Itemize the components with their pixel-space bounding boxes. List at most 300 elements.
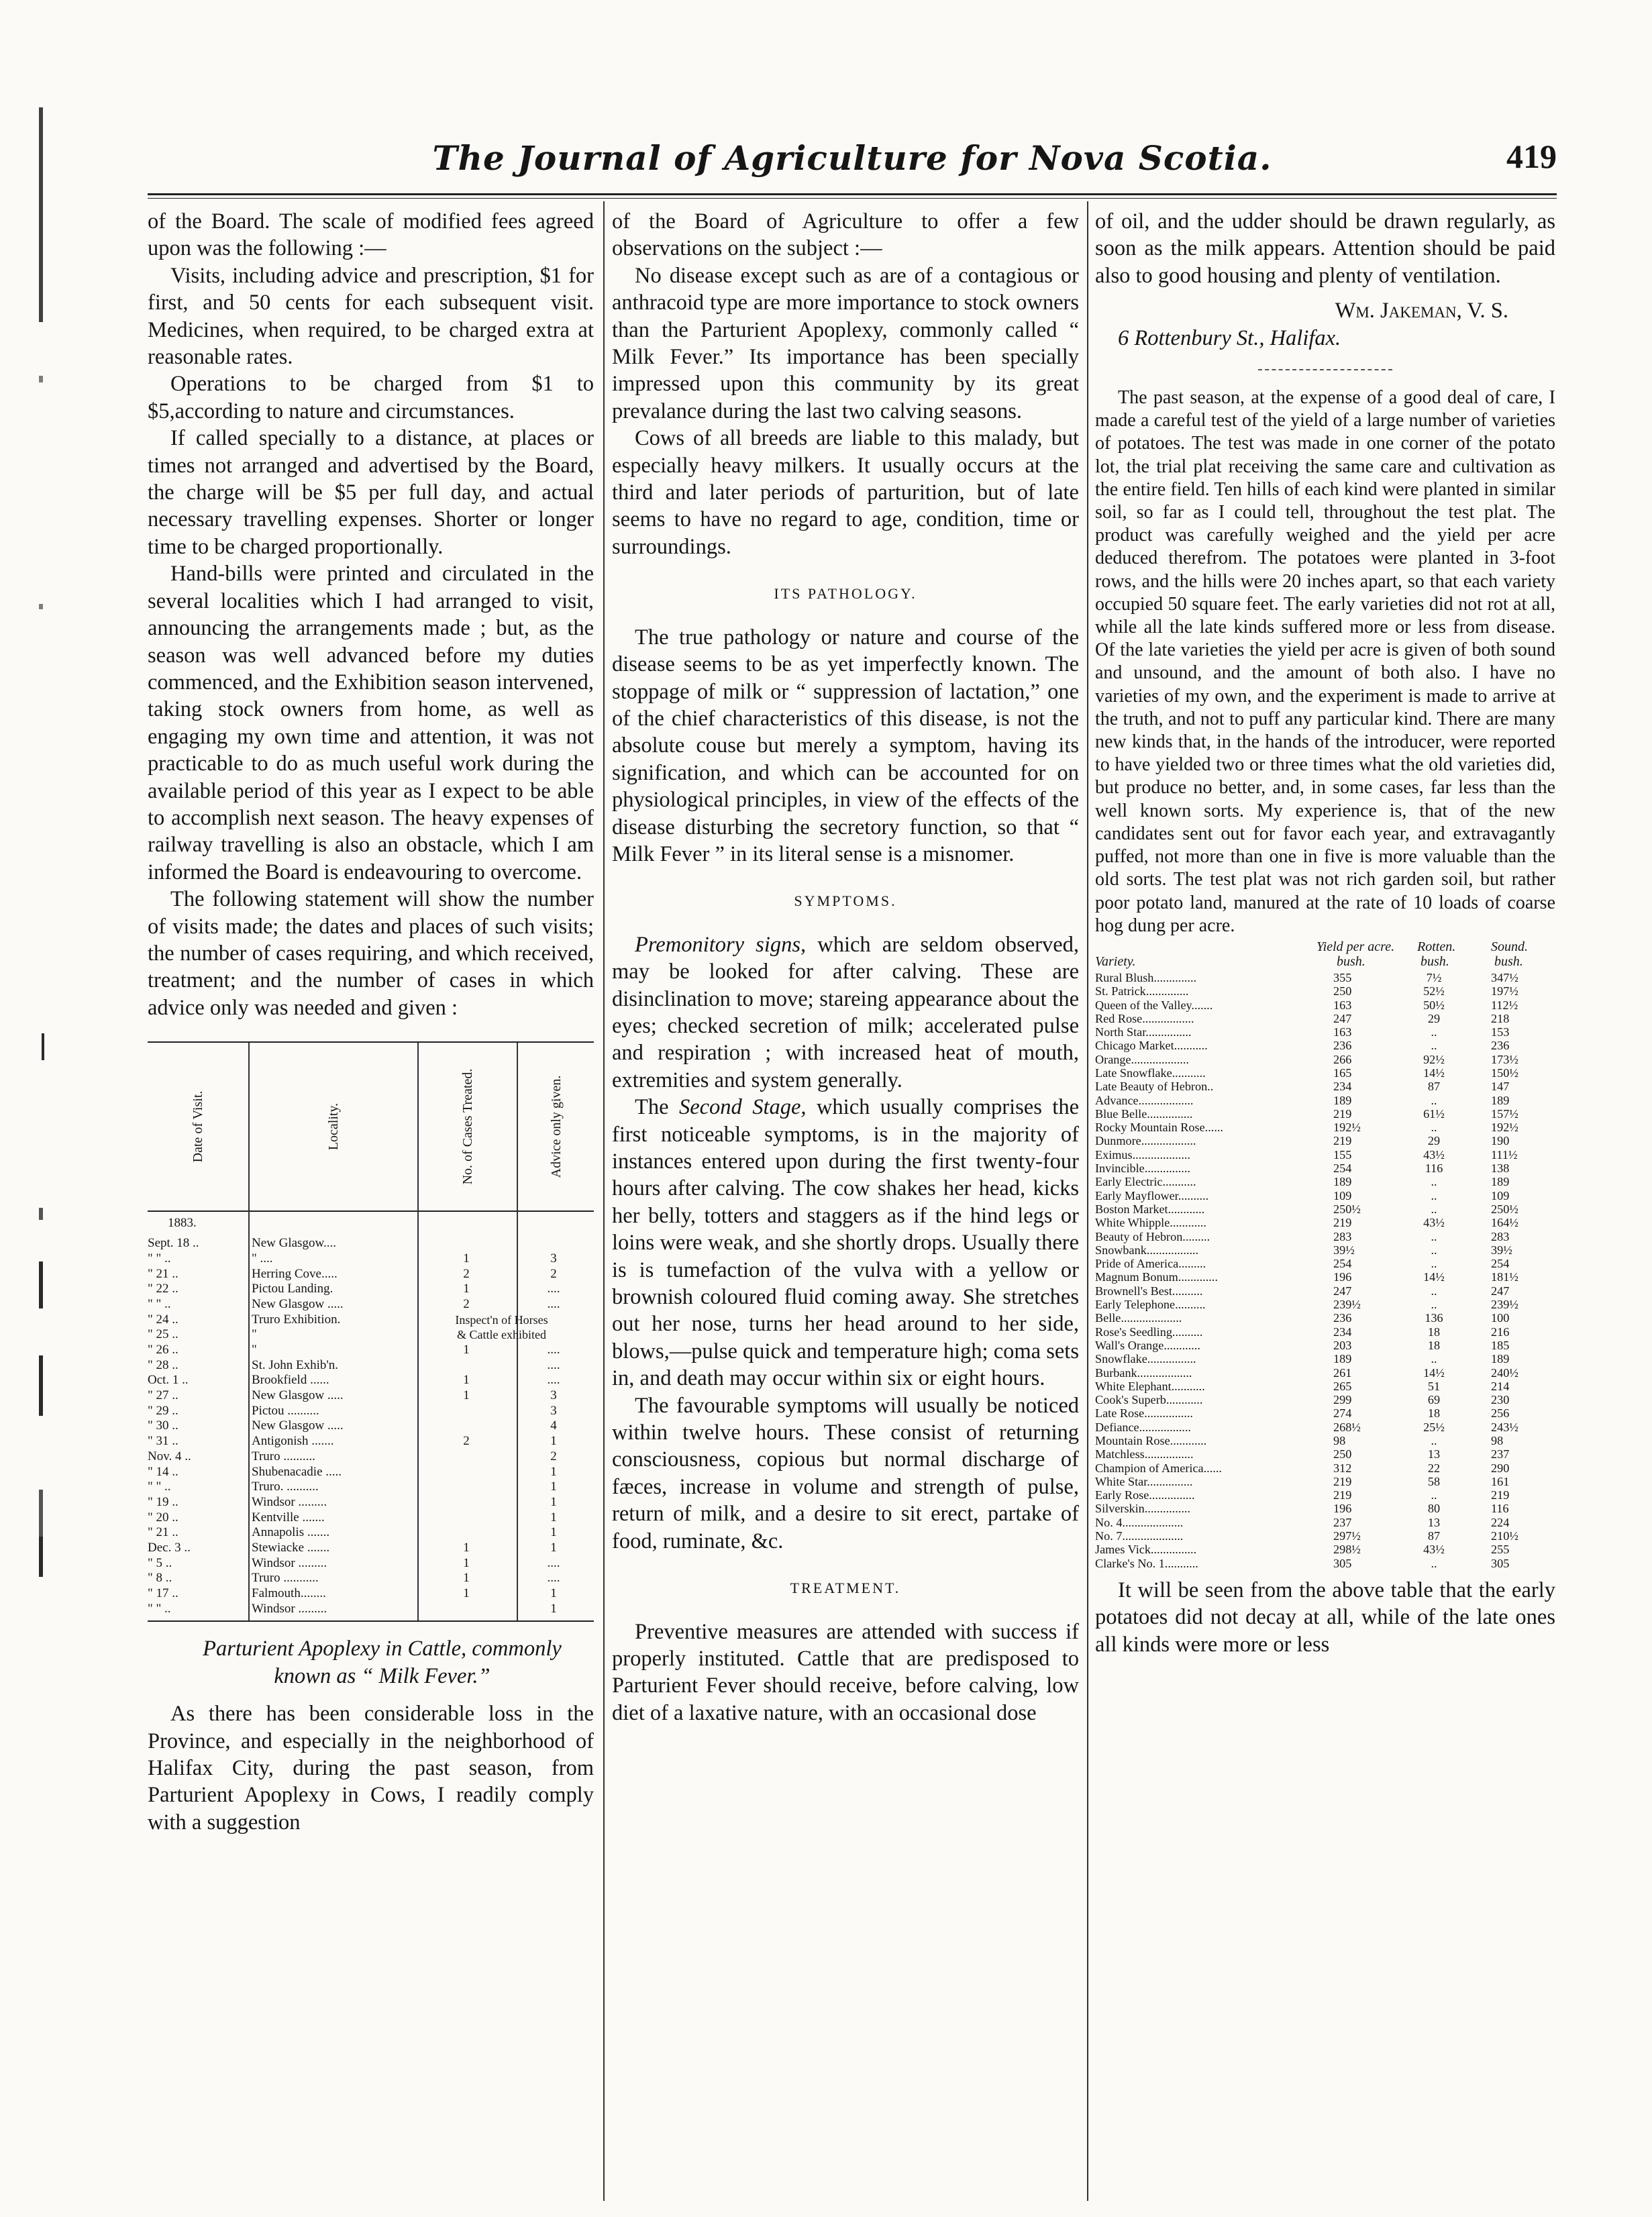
cell-advice: 1 [550, 1525, 557, 1540]
cell-sound: 236 [1491, 1039, 1510, 1053]
cell-date: " 22 .. [148, 1282, 178, 1296]
cell-sound: 100 [1491, 1311, 1510, 1325]
cell-sound: 190 [1491, 1134, 1510, 1148]
cell-variety: Rose's Seedling.......... [1095, 1325, 1203, 1339]
cell-sound: 189 [1491, 1352, 1510, 1366]
cell-yield: 219 [1333, 1134, 1352, 1148]
cell-variety: Boston Market............ [1095, 1202, 1205, 1216]
table-row [1095, 1543, 1555, 1556]
header-advice: Advice only given. [548, 1075, 564, 1178]
cell-date: " 30 .. [148, 1419, 178, 1433]
cell-rotten: .. [1431, 1284, 1437, 1298]
cell-variety: Cook's Superb............ [1095, 1393, 1203, 1407]
article-title: Parturient Apoplexy in Cattle, commonly [203, 1637, 562, 1661]
cell-yield: 39½ [1333, 1243, 1355, 1257]
cell-locality: Truro .......... [252, 1449, 315, 1463]
cell-variety: White Whipple............ [1095, 1216, 1206, 1230]
cell-date: Nov. 4 .. [148, 1449, 191, 1463]
table-row [1095, 1175, 1555, 1188]
cell-rotten: .. [1431, 1298, 1437, 1312]
paragraph: If called specially to a distance, at places or times not arranged and advertised by the Board, the charge will be $5 per full day, and actual necessary travelling expenses. Shorter or longer time to be charged proportionally. [148, 426, 594, 559]
cell-date: " 17 .. [148, 1586, 178, 1600]
cell-variety: Mountain Rose............ [1095, 1434, 1207, 1447]
cell-locality: Shubenacadie ..... [252, 1464, 342, 1479]
cell-variety: Blue Belle............... [1095, 1106, 1193, 1121]
table-row [1095, 1066, 1555, 1080]
table-row [1095, 1447, 1555, 1461]
cell-sound: 243½ [1491, 1420, 1518, 1434]
cell-variety: Eximus................... [1095, 1147, 1190, 1162]
table-row [148, 1267, 594, 1282]
cell-advice: 3 [550, 1251, 557, 1266]
cell-advice: .... [547, 1343, 560, 1357]
table-row [1095, 1270, 1555, 1284]
table-row [148, 1404, 594, 1419]
cell-sound: 147 [1491, 1080, 1510, 1094]
cell-date: " 25 .. [148, 1327, 178, 1342]
cell-treated: 1 [463, 1555, 470, 1570]
paragraph: The following statement will show the number of visits made; the dates and places of such visits; the number of cases requiring, and which received, treatment; and the number of cases in which advice only was needed and given : [148, 887, 594, 1020]
cell-treated: & Cattle exhibited [457, 1328, 546, 1342]
visits-table-header [148, 1043, 594, 1212]
cell-rotten: .. [1431, 1175, 1437, 1189]
cell-rotten: 22 [1427, 1461, 1441, 1475]
table-row [1095, 1148, 1555, 1162]
cell-yield: 254 [1333, 1257, 1352, 1271]
cell-treated: 1 [463, 1388, 470, 1403]
cell-advice: 1 [550, 1586, 557, 1600]
paragraph: of the Board. The scale of modified fees agreed upon was the following :— [148, 209, 594, 261]
cell-date: " 14 .. [148, 1464, 178, 1479]
cell-advice: 1 [550, 1434, 557, 1449]
table-row [148, 1465, 594, 1480]
header-sound: Sound. [1491, 939, 1528, 954]
cell-locality: New Glasgow ..... [252, 1419, 344, 1433]
cell-variety: Early Mayflower.......... [1095, 1188, 1209, 1202]
cell-rotten: 69 [1427, 1393, 1441, 1407]
cell-rotten: 87 [1427, 1080, 1441, 1094]
cell-treated: 1 [463, 1571, 470, 1586]
cell-variety: Defiance................. [1095, 1420, 1191, 1434]
table-row [148, 1236, 594, 1251]
cell-sound: 116 [1491, 1502, 1509, 1516]
cell-yield: 203 [1333, 1338, 1352, 1352]
cell-sound: 189 [1491, 1175, 1510, 1189]
table-row [1095, 1311, 1555, 1325]
cell-date: " 8 .. [148, 1571, 172, 1586]
cell-variety: Late Beauty of Hebron.. [1095, 1080, 1214, 1094]
cell-yield: 239½ [1333, 1298, 1361, 1312]
cell-treated: 1 [463, 1282, 470, 1296]
cell-variety: Wall's Orange............ [1095, 1338, 1200, 1352]
header-rule [148, 193, 1557, 199]
cell-yield: 163 [1333, 1025, 1352, 1039]
cell-yield: 189 [1333, 1093, 1352, 1107]
cell-advice: .... [547, 1571, 560, 1586]
column-2 [612, 208, 1079, 1726]
cell-treated: Inspect'n of Horses [455, 1312, 548, 1327]
table-row [1095, 1488, 1555, 1502]
cell-variety: Red Rose................. [1095, 1011, 1194, 1025]
table-row [1095, 1025, 1555, 1039]
cell-date: " " .. [148, 1480, 171, 1494]
cell-advice: .... [547, 1296, 560, 1311]
cell-sound: 255 [1491, 1543, 1510, 1557]
cell-sound: 161 [1491, 1474, 1510, 1488]
cell-variety: Invincible............... [1095, 1162, 1190, 1176]
cell-rotten: 14½ [1423, 1365, 1445, 1380]
italic-term: Premonitory signs, [635, 932, 807, 957]
cell-variety: Snowbank................. [1095, 1243, 1199, 1257]
cell-date: " 27 .. [148, 1388, 178, 1403]
table-row [1095, 1257, 1555, 1270]
cell-locality: Windsor ......... [252, 1494, 327, 1509]
cell-yield: 247 [1333, 1011, 1352, 1025]
cell-variety: Matchless................ [1095, 1447, 1194, 1461]
cell-date: " 24 .. [148, 1312, 178, 1327]
table-row [1095, 1393, 1555, 1406]
cell-variety: Early Telephone.......... [1095, 1298, 1206, 1312]
section-heading: TREATMENT. [790, 1580, 901, 1597]
cell-rotten: .. [1431, 1188, 1437, 1202]
header-sound-unit: bush. [1494, 953, 1523, 969]
cell-sound: 153 [1491, 1025, 1510, 1039]
article-title-line2: known as “ Milk Fever.” [274, 1663, 491, 1688]
cell-advice: .... [547, 1555, 560, 1570]
cell-date: Dec. 3 .. [148, 1540, 191, 1555]
cell-yield: 274 [1333, 1406, 1352, 1421]
cell-locality: " [252, 1343, 257, 1357]
table-row [1095, 984, 1555, 998]
paragraph [612, 1094, 1079, 1392]
cell-yield: 250½ [1333, 1202, 1361, 1216]
column-divider [603, 201, 605, 2201]
table-row [1095, 1189, 1555, 1202]
cell-yield: 247 [1333, 1284, 1352, 1298]
cell-treated: 1 [463, 1540, 470, 1555]
cell-rotten: .. [1431, 1039, 1437, 1053]
paragraph-text: which usually comprises the first noticeable symptoms, is in the majority of instances entered upon during the first twenty-four hours after calving. The cow shakes her head, kicks her belly, totters and staggers as if the hind legs or loins were weak, and she shortly drops. Usually there is is tumefaction of the vulva with a yellow or brownish coloured fluid coming away. She stretches out her nose, turns her head around to her side, blows,—pulse quick and temperature high; coma sets in, and death may occur within six or eight hours. [612, 1095, 1079, 1391]
cell-yield: 299 [1333, 1393, 1352, 1407]
cell-variety: Rural Blush.............. [1095, 970, 1197, 984]
cell-advice: .... [547, 1357, 560, 1372]
cell-rotten: 18 [1427, 1338, 1441, 1352]
table-row [148, 1388, 594, 1404]
cell-sound: 111½ [1491, 1147, 1518, 1162]
potato-rows [1095, 971, 1555, 1570]
cell-yield: 163 [1333, 998, 1352, 1012]
cell-rotten: 61½ [1423, 1106, 1445, 1121]
cell-variety: Early Rose............... [1095, 1488, 1195, 1502]
cell-yield: 165 [1333, 1066, 1352, 1080]
paragraph: Operations to be charged from $1 to $5,according to nature and circumstances. [148, 372, 594, 423]
cell-date: " " .. [148, 1296, 171, 1311]
cell-sound: 218 [1491, 1011, 1510, 1025]
cell-advice: 2 [550, 1449, 557, 1463]
table-row [1095, 1529, 1555, 1543]
address: 6 Rottenbury St., Halifax. [1118, 325, 1341, 350]
cell-yield: 219 [1333, 1216, 1352, 1230]
cell-rotten: .. [1431, 1093, 1437, 1107]
table-row [1095, 1039, 1555, 1052]
header-locality: Locality. [326, 1103, 341, 1151]
table-row [1095, 1012, 1555, 1025]
cell-advice: 3 [550, 1403, 557, 1418]
table-row [148, 1297, 594, 1312]
cell-rotten: .. [1431, 1025, 1437, 1039]
cell-rotten: 50½ [1423, 998, 1445, 1012]
header-treated: No. of Cases Treated. [460, 1068, 475, 1185]
cell-advice: .... [547, 1282, 560, 1296]
cell-locality: Truro ........... [252, 1571, 319, 1586]
cell-sound: 290 [1491, 1461, 1510, 1475]
header-cell [250, 1043, 417, 1210]
table-row [148, 1449, 594, 1465]
cell-rotten: 13 [1427, 1447, 1441, 1461]
table-row [148, 1282, 594, 1297]
cell-date: " " .. [148, 1601, 171, 1616]
cell-sound: 197½ [1491, 984, 1518, 998]
cell-sound: 192½ [1491, 1121, 1518, 1135]
cell-advice: 1 [550, 1601, 557, 1616]
cell-treated: 1 [463, 1373, 470, 1388]
cell-sound: 98 [1491, 1434, 1504, 1447]
table-row [1095, 1475, 1555, 1488]
cell-variety: White Elephant........... [1095, 1379, 1205, 1393]
table-row [1095, 1094, 1555, 1107]
cell-sound: 305 [1491, 1556, 1510, 1570]
table-row [148, 1571, 594, 1586]
cell-yield: 312 [1333, 1461, 1352, 1475]
cell-yield: 234 [1333, 1080, 1352, 1094]
cell-rotten: .. [1431, 1243, 1437, 1257]
cell-yield: 297½ [1333, 1529, 1361, 1543]
cell-variety: Clarke's No. 1........... [1095, 1556, 1198, 1570]
potato-yield-table [1095, 940, 1555, 1570]
cell-sound: 39½ [1491, 1243, 1512, 1257]
cell-rotten: .. [1431, 1352, 1437, 1366]
table-row [1095, 1216, 1555, 1229]
cell-variety: No. 4.................... [1095, 1515, 1184, 1529]
cell-yield: 261 [1333, 1365, 1352, 1380]
page-number: 419 [1506, 138, 1557, 175]
cell-treated: 1 [463, 1586, 470, 1600]
cell-locality: New Glasgow.... [252, 1236, 336, 1251]
cell-treated: 1 [463, 1251, 470, 1266]
cell-variety: Beauty of Hebron......... [1095, 1229, 1210, 1243]
section-divider [1258, 369, 1392, 370]
cell-date: " 28 .. [148, 1357, 178, 1372]
paragraph: Visits, including advice and prescription, $1 for first, and 50 cents for each subsequent visit. Medicines, when required, to be charged extra at reasonable rates. [148, 263, 594, 370]
cell-variety: Queen of the Valley....... [1095, 998, 1213, 1012]
cell-date: " 5 .. [148, 1555, 172, 1570]
cell-sound: 189 [1491, 1093, 1510, 1107]
cell-advice: 1 [550, 1480, 557, 1494]
cell-sound: 254 [1491, 1257, 1510, 1271]
cell-yield: 219 [1333, 1106, 1352, 1121]
cell-variety: Chicago Market........... [1095, 1039, 1208, 1053]
cell-rotten: 116 [1425, 1162, 1443, 1176]
cell-rotten: .. [1431, 1202, 1437, 1216]
cell-yield: 219 [1333, 1488, 1352, 1502]
table-row [1095, 1284, 1555, 1298]
signature: Wm. Jakeman, V. S. [1335, 299, 1508, 323]
paragraph: The past season, at the expense of a good deal of care, I made a careful test of the yield of a large number of varieties of potatoes. The test was made in one corner of the potato lot, the trial plat receiving the same care and cultivation as the entire field. Ten hills of each kind were planted in similar soil, so far as I could tell, throughout the test plat. The product was carefully weighed and the yield per acre deduced therefrom. The potatoes were planted in 3-foot rows, and the hills were 20 inches apart, so that each variety occupied 50 square feet. The early varieties did not rot at all, while all the late kinds suffered more or less from disease. Of the late varieties the yield per acre is given of both sound and unsound, and the amount of both also. I have no varieties of my own, and the experiment is made to arrive at the truth, and not to puff any particular kind. There are many new kinds that, in the hands of the introducer, were reported to have yielded two or three times what the old varieties did, but produce no better, and, in some cases, far less than the well known sorts. My experience is, that of the new candidates sent out for favor each year, and extravagantly puffed, not more than one in five is more valuable than the old sorts. The test plat was not rich garden soil, but rather poor potato land, manured at the rate of 10 loads of coarse hog dung per acre. [1095, 387, 1555, 936]
paragraph: It will be seen from the above table that the early potatoes did not decay at all, while of the late ones all kinds were more or less [1095, 1578, 1555, 1657]
cell-variety: Late Snowflake........... [1095, 1066, 1206, 1080]
cell-locality: New Glasgow ..... [252, 1296, 344, 1311]
cell-date: " 21 .. [148, 1266, 178, 1281]
cell-treated: 2 [463, 1296, 470, 1311]
cell-yield: 355 [1333, 970, 1352, 984]
cell-treated: 1 [463, 1343, 470, 1357]
cell-rotten: 92½ [1423, 1052, 1445, 1066]
cell-yield: 250 [1333, 1447, 1352, 1461]
cell-rotten: .. [1431, 1434, 1437, 1447]
table-row [1095, 1516, 1555, 1529]
table-row [1095, 1461, 1555, 1475]
table-row [148, 1312, 594, 1328]
paragraph-text: which are seldom observed, may be looked for after calving. These are disinclination to move; stareing appearance about the eyes; checked secretion of milk; accelerated pulse and respiration ; with increased heat of mouth, extremities and system generally. [612, 932, 1079, 1092]
cell-date: " 19 .. [148, 1494, 178, 1509]
cell-sound: 150½ [1491, 1066, 1518, 1080]
cell-rotten: .. [1431, 1257, 1437, 1271]
cell-locality: Herring Cove..... [252, 1266, 338, 1281]
cell-yield: 266 [1333, 1052, 1352, 1066]
cell-locality: Annapolis ....... [252, 1525, 330, 1540]
cell-yield: 305 [1333, 1556, 1352, 1570]
cell-rotten: 14½ [1423, 1270, 1445, 1284]
paragraph: Hand-bills were printed and circulated in the several localities which I had arranged to visit, announcing the arrangements made ; but, as the season was well advanced before my duties commenced, and the Exhibition season intervened, taking stock owners from home, as well as engaging my own time and attention, it was not practicable to do as much useful work during the available period of this year as I expect to be able to accomplish next season. The heavy expenses of railway travelling is also an obstacle, which I am informed the Board is endeavouring to overcome. [148, 562, 594, 884]
cell-sound: 216 [1491, 1325, 1510, 1339]
cell-advice: 1 [550, 1494, 557, 1509]
cell-rotten: 43½ [1423, 1147, 1445, 1162]
cell-advice: .... [547, 1373, 560, 1388]
cell-rotten: 29 [1427, 1134, 1441, 1148]
cell-sound: 157½ [1491, 1106, 1518, 1121]
cell-variety: Magnum Bonum............. [1095, 1270, 1218, 1284]
cell-advice: 2 [550, 1266, 557, 1281]
cell-variety: St. Patrick.............. [1095, 984, 1189, 998]
cell-yield: 189 [1333, 1352, 1352, 1366]
cell-variety: Belle.................... [1095, 1311, 1182, 1325]
table-row [1095, 1080, 1555, 1093]
cell-yield: 196 [1333, 1270, 1352, 1284]
cell-rotten: 18 [1427, 1325, 1441, 1339]
cell-sound: 230 [1491, 1393, 1510, 1407]
cell-sound: 138 [1491, 1162, 1510, 1176]
paragraph: As there has been considerable loss in the Province, and especially in the neighborhood of Halifax City, during the past season, from Parturient Apoplexy in Cows, I readily comply with a suggestion [148, 1702, 594, 1835]
cell-locality: St. John Exhib'n. [252, 1357, 339, 1372]
header-yield-unit: bush. [1337, 953, 1365, 969]
cell-sound: 210½ [1491, 1529, 1518, 1543]
cell-locality: Pictou .......... [252, 1403, 319, 1418]
cell-advice: 1 [550, 1464, 557, 1479]
table-row [148, 1510, 594, 1526]
cell-rotten: 18 [1427, 1406, 1441, 1421]
cell-sound: 250½ [1491, 1202, 1518, 1216]
cell-variety: Silverskin............... [1095, 1502, 1190, 1516]
table-row [1095, 971, 1555, 984]
column-3 [1095, 208, 1555, 1658]
cell-locality: New Glasgow ..... [252, 1388, 344, 1403]
cell-sound: 109 [1491, 1188, 1510, 1202]
cell-locality: Antigonish ....... [252, 1434, 334, 1449]
cell-rotten: 136 [1425, 1311, 1443, 1325]
cell-rotten: 29 [1427, 1011, 1441, 1025]
cell-variety: Snowflake................ [1095, 1352, 1196, 1366]
cell-advice: 3 [550, 1388, 557, 1403]
paragraph: The true pathology or nature and course of the disease seems to be as yet imperfectly known. The stoppage of milk or “ suppression of lactation,” one of the chief characteristics of this disease, is not the absolute couse but merely a symptom, having its signification, and which can be accounted for on physiological principles, in view of the effects of the disease disturbing the secretory function, so that “ Milk Fever ” in its literal sense is a misnomer. [612, 625, 1079, 866]
cell-yield: 155 [1333, 1147, 1352, 1162]
cell-yield: 250 [1333, 984, 1352, 998]
cell-yield: 283 [1333, 1229, 1352, 1243]
cell-sound: 283 [1491, 1229, 1510, 1243]
table-year-row [148, 1212, 594, 1236]
cell-rotten: 58 [1427, 1474, 1441, 1488]
cell-locality: Windsor ......... [252, 1601, 327, 1616]
cell-variety: Late Rose................ [1095, 1406, 1193, 1421]
cell-variety: Burbank.................. [1095, 1365, 1192, 1380]
header-yield: Yield per acre. [1317, 939, 1395, 954]
table-row [1095, 998, 1555, 1012]
table-row [148, 1373, 594, 1388]
cell-variety: No. 7.................... [1095, 1529, 1184, 1543]
paragraph: Preventive measures are attended with success if properly instituted. Cattle that are predisposed to Parturient Fever should receive, before calving, low diet of a laxative nature, with an occasional dose [612, 1619, 1079, 1725]
table-row [1095, 1243, 1555, 1257]
italic-term: Second Stage, [678, 1095, 807, 1120]
cell-treated: 2 [463, 1266, 470, 1281]
paragraph [612, 931, 1079, 1094]
table-row [1095, 1380, 1555, 1393]
cell-advice: 1 [550, 1510, 557, 1525]
table-row [1095, 1434, 1555, 1447]
cell-date: " " .. [148, 1251, 171, 1266]
cell-sound: 256 [1491, 1406, 1510, 1421]
column-1 [148, 208, 594, 1836]
table-row [148, 1358, 594, 1374]
cell-locality: Stewiacke ....... [252, 1540, 330, 1555]
cell-sound: 224 [1491, 1515, 1510, 1529]
paragraph: The favourable symptoms will usually be noticed within twelve hours. These consist of returning consciousness, copious but normal discharge of fæces, increase in volume and strength of pulse, return of milk, and a desire to sit erect, partake of food, ruminate, &c. [612, 1393, 1079, 1553]
cell-yield: 268½ [1333, 1420, 1361, 1434]
cell-yield: 298½ [1333, 1543, 1361, 1557]
table-row [148, 1556, 594, 1571]
cell-yield: 109 [1333, 1188, 1352, 1202]
cell-date: " 29 .. [148, 1403, 178, 1418]
cell-rotten: 52½ [1423, 984, 1445, 998]
cell-advice: 4 [550, 1419, 557, 1433]
visits-table [148, 1041, 594, 1622]
cell-yield: 237 [1333, 1515, 1352, 1529]
cell-yield: 236 [1333, 1311, 1352, 1325]
paragraph-text: The [635, 1095, 679, 1120]
header-rotten-unit: bush. [1421, 953, 1449, 969]
paragraph: Cows of all breeds are liable to this malady, but especially heavy milkers. It usually occurs at the third and later periods of parturition, but of late seems to have no regard to age, condition, time or surroundings. [612, 426, 1079, 559]
cell-sound: 240½ [1491, 1365, 1518, 1380]
table-row [1095, 1421, 1555, 1434]
table-row [148, 1602, 594, 1617]
cell-rotten: .. [1431, 1556, 1437, 1570]
header-rotten: Rotten. [1417, 939, 1456, 954]
cell-yield: 234 [1333, 1325, 1352, 1339]
cell-variety: Champion of America...... [1095, 1461, 1222, 1475]
cell-yield: 196 [1333, 1502, 1352, 1516]
cell-variety: Pride of America......... [1095, 1257, 1206, 1271]
table-row [148, 1480, 594, 1495]
table-row [1095, 1298, 1555, 1311]
cell-rotten: 87 [1427, 1529, 1441, 1543]
